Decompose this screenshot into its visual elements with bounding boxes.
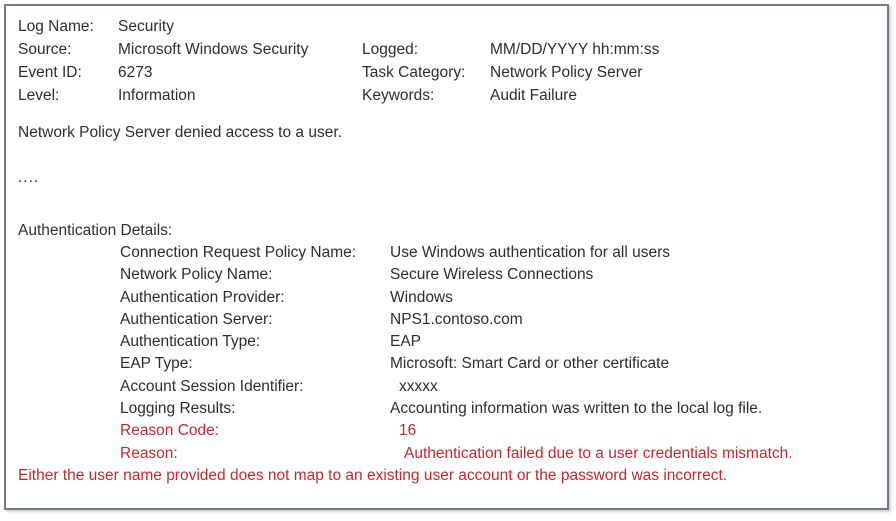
- header-row-source-logged: [18, 38, 877, 61]
- logging-results-value: Accounting information was written to the local log file.: [390, 400, 763, 418]
- event-description: Network Policy Server denied access to a user.: [18, 124, 342, 141]
- authentication-server-label: Authentication Server:: [120, 310, 273, 328]
- header-row-eventid-taskcategory: [18, 61, 877, 84]
- detail-row-eap-type: [120, 353, 877, 375]
- connection-request-policy-label: Connection Request Policy Name:: [120, 244, 357, 261]
- eap-type-label: EAP Type:: [120, 355, 193, 373]
- authentication-type-value: EAP: [390, 333, 422, 351]
- authentication-details-list: [18, 242, 877, 465]
- reason-value: Authentication failed due to a user credentials mismatch.: [404, 444, 793, 462]
- reason-code-value: 16: [399, 422, 417, 440]
- log-name-value: Security: [118, 18, 174, 35]
- account-session-identifier-label: Account Session Identifier:: [120, 377, 304, 395]
- detail-row-network-policy: [120, 264, 877, 286]
- reason-continuation-text: Either the user name provided does not map to an existing user account or the password was incorrect.: [18, 466, 728, 484]
- event-id-value: 6273: [118, 64, 153, 81]
- source-label: Source:: [18, 41, 72, 58]
- detail-row-authentication-provider: [120, 287, 877, 309]
- detail-row-connection-request-policy: [120, 242, 877, 264]
- account-session-identifier-value: xxxxx: [399, 377, 438, 395]
- network-policy-value: Secure Wireless Connections: [390, 266, 594, 284]
- header-spacer: [362, 15, 490, 38]
- reason-code-label: Reason Code:: [120, 422, 220, 440]
- logged-value: MM/DD/YYYY hh:mm:ss: [490, 41, 660, 58]
- omitted-content-ellipsis: ....: [18, 169, 40, 186]
- detail-row-authentication-server: [120, 309, 877, 331]
- logging-results-label: Logging Results:: [120, 400, 236, 418]
- event-id-label: Event ID:: [18, 64, 82, 81]
- event-detail-panel: [4, 4, 889, 510]
- detail-row-logging-results: [120, 398, 877, 420]
- detail-row-reason-code: [120, 420, 877, 442]
- reason-label: Reason:: [120, 444, 178, 462]
- source-value: Microsoft Windows Security: [118, 41, 309, 58]
- authentication-provider-value: Windows: [390, 288, 453, 306]
- level-label: Level:: [18, 87, 60, 104]
- authentication-type-label: Authentication Type:: [120, 333, 261, 351]
- level-value: Information: [118, 87, 196, 104]
- header-row-level-keywords: [18, 84, 877, 107]
- header-spacer: [490, 15, 877, 38]
- log-name-label: Log Name:: [18, 18, 94, 35]
- authentication-details-heading: Authentication Details:: [18, 222, 173, 239]
- detail-row-account-session-identifier: [120, 376, 877, 398]
- header-row-log-name: [18, 15, 877, 38]
- event-header: [18, 15, 877, 107]
- keywords-value: Audit Failure: [490, 87, 578, 104]
- connection-request-policy-value: Use Windows authentication for all users: [390, 244, 670, 261]
- authentication-provider-label: Authentication Provider:: [120, 288, 285, 306]
- task-category-label: Task Category:: [362, 64, 466, 81]
- keywords-label: Keywords:: [362, 87, 435, 104]
- authentication-server-value: NPS1.contoso.com: [390, 310, 523, 328]
- logged-label: Logged:: [362, 41, 419, 58]
- network-policy-label: Network Policy Name:: [120, 266, 273, 284]
- task-category-value: Network Policy Server: [490, 64, 643, 81]
- detail-row-authentication-type: [120, 331, 877, 353]
- eap-type-value: Microsoft: Smart Card or other certificate: [390, 355, 670, 373]
- detail-row-reason: [120, 443, 877, 465]
